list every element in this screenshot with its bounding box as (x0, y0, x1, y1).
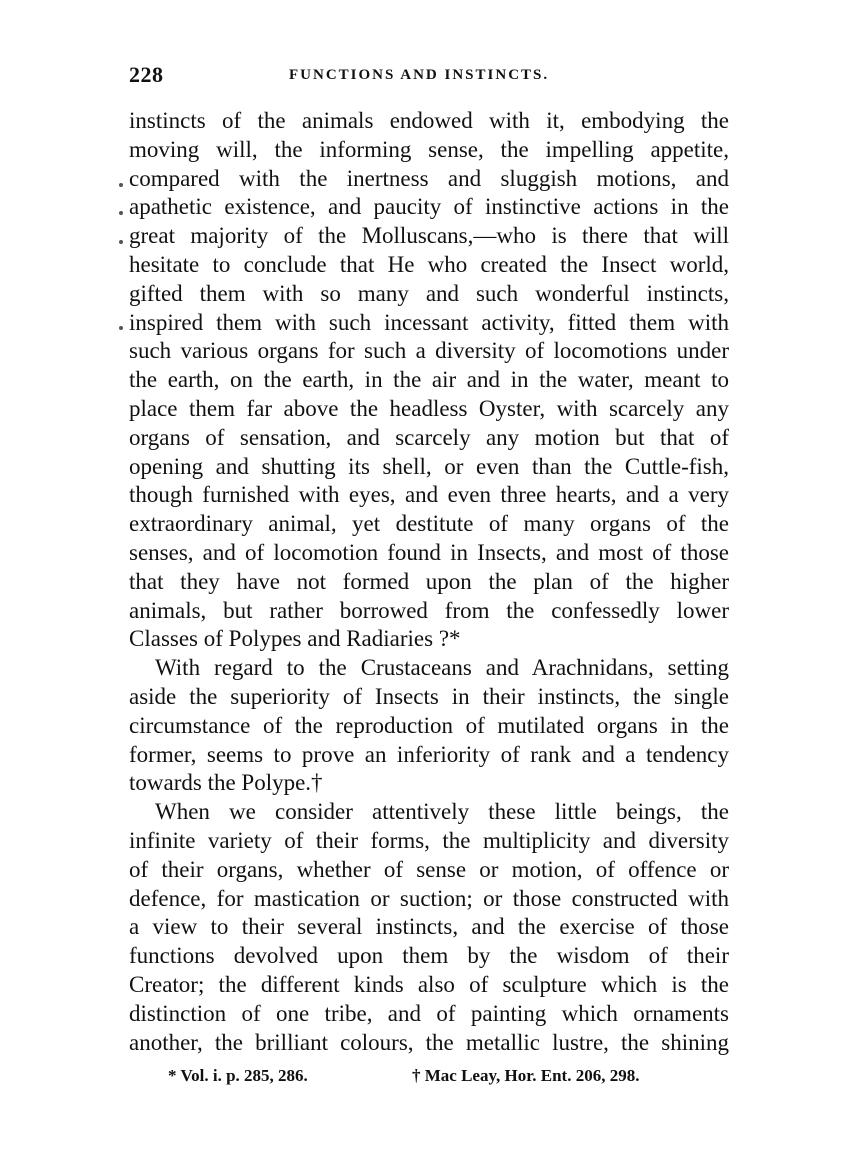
text-line: functions devolved upon them by the wisdom of their (129, 943, 729, 969)
text-line: infinite variety of their forms, the multiplicity and diversity (129, 827, 729, 853)
paragraph-end-line: towards the Polype.† (129, 770, 323, 796)
text-line: though furnished with eyes, and even three hearts, and a very (129, 482, 729, 508)
text-line: Creator; the different kinds also of sculpture which is the (129, 971, 729, 997)
text-line: a view to their several instincts, and the exercise of those (129, 914, 729, 940)
footnote-2: † Mac Leay, Hor. Ent. 206, 298. (412, 1066, 640, 1085)
page-header (129, 62, 729, 90)
text-line: opening and shutting its shell, or even than the Cuttle-fish, (129, 453, 729, 479)
text-line: hesitate to conclude that He who created the Insect world, (129, 251, 729, 277)
text-line: senses, and of locomotion found in Insects, and most of those (129, 539, 729, 565)
margin-mark (119, 183, 123, 187)
paragraph-start-line: With regard to the Crustaceans and Arachnidans, setting (155, 655, 729, 681)
text-line: such various organs for such a diversity of locomotions under (129, 338, 729, 364)
margin-mark (119, 211, 123, 215)
footnote-1: * Vol. i. p. 285, 286. (168, 1066, 308, 1085)
text-line: animals, but rather borrowed from the confessedly lower (129, 597, 729, 623)
text-line: the earth, on the earth, in the air and in the water, meant to (129, 367, 729, 393)
text-line: circumstance of the reproduction of mutilated organs in the (129, 712, 729, 738)
text-line: place them far above the headless Oyster, with scarcely any (129, 395, 729, 421)
text-line: that they have not formed upon the plan of the higher (129, 568, 729, 594)
footnotes (168, 1066, 708, 1090)
text-line: former, seems to prove an inferiority of rank and a tendency (129, 741, 729, 767)
text-line: another, the brilliant colours, the metallic lustre, the shining (129, 1029, 729, 1055)
paragraph-start-line: When we consider attentively these little beings, the (155, 799, 729, 825)
text-line: distinction of one tribe, and of painting which ornaments (129, 1000, 729, 1026)
text-line: gifted them with so many and such wonderful instincts, (129, 280, 729, 306)
margin-mark (119, 326, 123, 330)
body-text (129, 107, 729, 1057)
text-line: of their organs, whether of sense or motion, of offence or (129, 856, 729, 882)
text-line: instincts of the animals endowed with it, embodying the (129, 108, 729, 133)
page-number: 228 (129, 62, 164, 87)
text-line: inspired them with such incessant activity, fitted them with (129, 309, 729, 335)
text-line: apathetic existence, and paucity of instinctive actions in the (129, 194, 729, 220)
text-line: moving will, the informing sense, the impelling appetite, (129, 136, 729, 162)
text-line: aside the superiority of Insects in their instincts, the single (129, 683, 729, 709)
margin-mark (119, 240, 123, 244)
text-line: great majority of the Molluscans,—who is there that will (129, 223, 729, 249)
text-line: defence, for mastication or suction; or those constructed with (129, 885, 729, 911)
text-line: compared with the inertness and sluggish motions, and (129, 165, 729, 191)
paragraph-end-line: Classes of Polypes and Radiaries ?* (129, 626, 461, 652)
text-line: organs of sensation, and scarcely any motion but that of (129, 424, 729, 450)
running-title: FUNCTIONS AND INSTINCTS. (289, 67, 550, 83)
text-line: extraordinary animal, yet destitute of many organs of the (129, 511, 729, 537)
